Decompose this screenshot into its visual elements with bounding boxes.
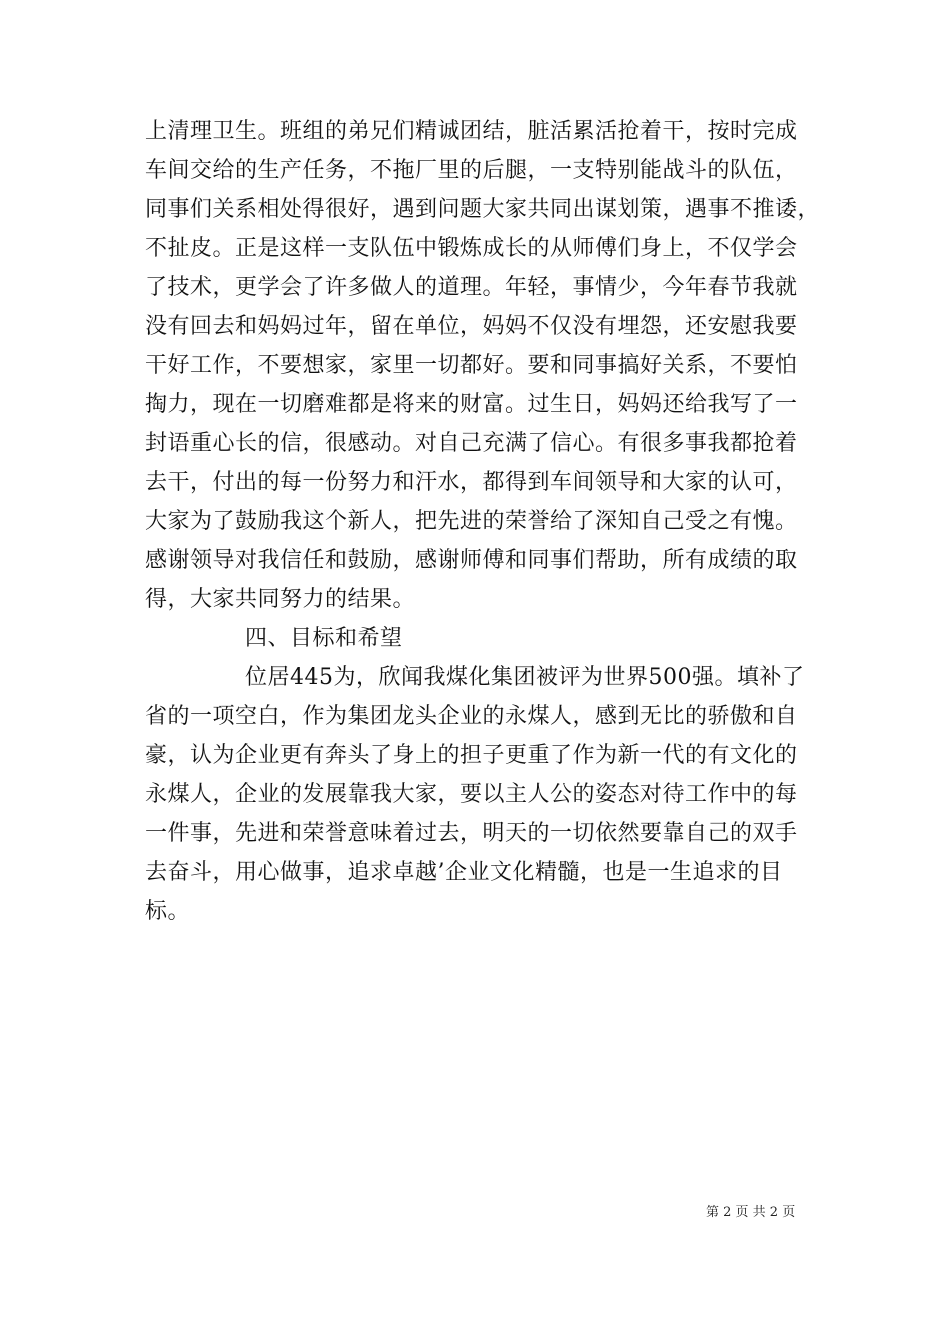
section-line: 豪，认为企业更有奔头了身上的担子更重了作为新一代的有文化的 bbox=[145, 743, 798, 768]
paragraph-line: 同事们关系相处得很好，遇到问题大家共同出谋划策，遇事不推诿， bbox=[145, 197, 821, 222]
paragraph-line: 上清理卫生。班组的弟兄们精诚团结，脏活累活抢着干，按时完成 bbox=[145, 119, 798, 144]
paragraph-line: 干好工作，不要想家，家里一切都好。要和同事搞好关系，不要怕 bbox=[145, 353, 798, 378]
page-number-footer: 第 2 页 共 2 页 bbox=[706, 1205, 796, 1220]
section-line: 省的一项空白，作为集团龙头企业的永煤人，感到无比的骄傲和自 bbox=[145, 704, 798, 729]
section-line: 标。 bbox=[145, 899, 191, 924]
section-line: 一件事，先进和荣誉意味着过去，明天的一切依然要靠自己的双手 bbox=[145, 821, 798, 846]
section-line: 位居445为，欣闻我煤化集团被评为世界500强。填补了 bbox=[245, 665, 805, 690]
paragraph-line: 没有回去和妈妈过年，留在单位，妈妈不仅没有埋怨，还安慰我要 bbox=[145, 314, 798, 339]
paragraph-line: 感谢领导对我信任和鼓励，感谢师傅和同事们帮助，所有成绩的取 bbox=[145, 548, 798, 573]
section-line: 去奋斗，用心做事，追求卓越’企业文化精髓，也是一生追求的目 bbox=[145, 860, 783, 885]
paragraph-line: 掏力，现在一切磨难都是将来的财富。过生日，妈妈还给我写了一 bbox=[145, 392, 798, 417]
body-text bbox=[145, 112, 821, 931]
paragraph-line: 大家为了鼓励我这个新人，把先进的荣誉给了深知自己受之有愧。 bbox=[145, 509, 798, 534]
section-line: 永煤人，企业的发展靠我大家，要以主人公的姿态对待工作中的每 bbox=[145, 782, 798, 807]
paragraph-line: 车间交给的生产任务，不拖厂里的后腿，一支特别能战斗的队伍， bbox=[145, 158, 798, 183]
paragraph-line: 了技术，更学会了许多做人的道理。年轻，事情少，今年春节我就 bbox=[145, 275, 798, 300]
paragraph-line: 去干，付出的每一份努力和汗水，都得到车间领导和大家的认可， bbox=[145, 470, 798, 495]
paragraph-line: 不扯皮。正是这样一支队伍中锻炼成长的从师傅们身上，不仅学会 bbox=[145, 236, 798, 261]
paragraph-line: 得，大家共同努力的结果。 bbox=[145, 587, 416, 612]
section-heading: 四、目标和希望 bbox=[245, 626, 403, 651]
paragraph-line: 封语重心长的信，很感动。对自己充满了信心。有很多事我都抢着 bbox=[145, 431, 798, 456]
